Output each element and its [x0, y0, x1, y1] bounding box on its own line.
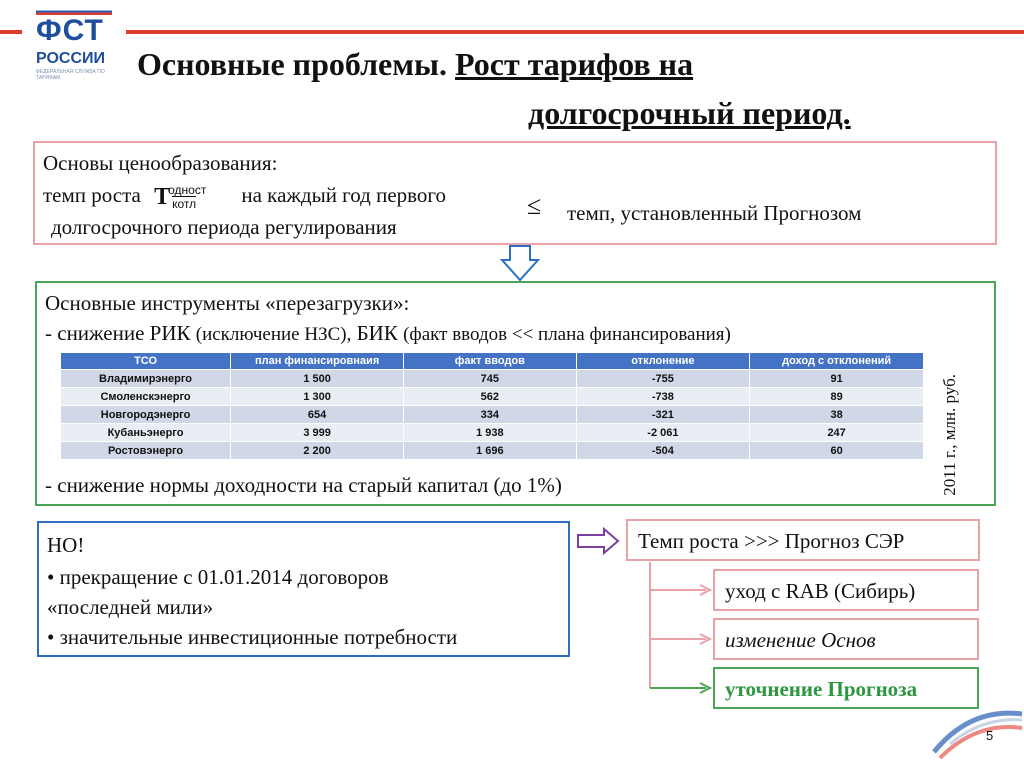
formula-numerator: одност [168, 183, 207, 198]
pricing-line-3: долгосрочного периода регулирования [51, 215, 397, 239]
table-cell: -738 [576, 388, 750, 406]
col-header: отклонение [576, 353, 750, 370]
growth-rate-label: темп роста [43, 183, 141, 207]
decorative-swoosh [930, 700, 1024, 760]
fst-logo [22, 6, 126, 80]
table-cell: 1 500 [231, 370, 404, 388]
outcome-rab-exit [713, 569, 979, 611]
down-arrow-icon [500, 244, 540, 282]
table-cell: -504 [576, 442, 750, 460]
units-label: 2011 г., млн. руб. [940, 374, 959, 496]
table-cell: 1 696 [404, 442, 576, 460]
outcome-connectors [640, 560, 716, 700]
col-header: факт вводов [404, 353, 576, 370]
table-row [61, 442, 924, 460]
col-header: доход с отклонений [750, 353, 924, 370]
but-item-1-line-1: • прекращение с 01.01.2014 договоров [47, 565, 389, 589]
growth-vs-forecast-box [626, 519, 980, 561]
bik-note: (факт вводов << плана финансирования) [403, 324, 731, 345]
outcome-refine-forecast-text: уточнение Прогноза [725, 677, 918, 701]
table-cell: 1 938 [404, 424, 576, 442]
reset-line-rik-bik [45, 321, 731, 346]
formula-symbol: Т [154, 184, 171, 211]
bik-label: БИК [356, 321, 398, 345]
but-item-2: • значительные инвестиционные потребности [47, 625, 458, 649]
table-cell: Кубаньэнерго [61, 424, 231, 442]
table-cell: -321 [576, 406, 750, 424]
tariff-formula [154, 184, 228, 210]
table-cell: 334 [404, 406, 576, 424]
outcome-rab-exit-text: уход с RAB (Сибирь) [725, 579, 916, 603]
slide-title [137, 46, 693, 83]
rik-reduction: - снижение РИК [45, 321, 191, 345]
title-prefix: Основные проблемы. [137, 46, 448, 82]
logo-country: РОССИИ [36, 50, 106, 67]
table-cell: 247 [750, 424, 924, 442]
pricing-principles-box [33, 141, 997, 245]
but-heading: НО! [47, 533, 85, 557]
table-row [61, 388, 924, 406]
table-row [61, 424, 924, 442]
top-rule [0, 30, 1024, 34]
table-cell: 562 [404, 388, 576, 406]
table-cell: Новгородэнерго [61, 406, 231, 424]
table-cell: 2 200 [231, 442, 404, 460]
table-cell: Ростовэнерго [61, 442, 231, 460]
units-label-box [926, 368, 986, 496]
table-row [61, 406, 924, 424]
table-cell: 91 [750, 370, 924, 388]
outcome-change-basics [713, 618, 979, 660]
title-underlined-1: Рост тарифов на [455, 46, 694, 82]
table-cell: -2 061 [576, 424, 750, 442]
pricing-line-2-end: на каждый год первого [241, 183, 447, 207]
growth-vs-forecast-text: Темп роста >>> Прогноз СЭР [638, 529, 905, 553]
table-cell: 60 [750, 442, 924, 460]
table-cell: 654 [231, 406, 404, 424]
but-item-1-line-2: «последней мили» [47, 595, 214, 619]
logo-brand: ФСТ [36, 14, 104, 47]
pricing-line-2 [43, 183, 446, 210]
tso-table [60, 352, 924, 460]
formula-denominator: котл [172, 197, 197, 212]
table-cell: 3 999 [231, 424, 404, 442]
reset-heading: Основные инструменты «перезагрузки»: [45, 291, 410, 315]
table-cell: 745 [404, 370, 576, 388]
table-cell: 1 300 [231, 388, 404, 406]
return-rate-line: - снижение нормы доходности на старый капитал (до 1%) [45, 473, 562, 497]
table-cell: Владимирэнерго [61, 370, 231, 388]
but-box [37, 521, 570, 657]
outcome-change-basics-text: изменение Основ [725, 628, 876, 652]
right-arrow-icon [576, 527, 620, 555]
logo-subtitle: ФЕДЕРАЛЬНАЯ СЛУЖБА ПО ТАРИФАМ [36, 69, 105, 81]
col-header: план финансировнаия [231, 353, 404, 370]
page-number: 5 [986, 728, 994, 743]
table-cell: 89 [750, 388, 924, 406]
less-equal-sign: ≤ [527, 191, 542, 220]
table-header-row [61, 353, 924, 370]
table-cell: -755 [576, 370, 750, 388]
forecast-rate-text: темп, установленный Прогнозом [567, 201, 862, 225]
table-cell: 38 [750, 406, 924, 424]
col-header: ТСО [61, 353, 231, 370]
table-cell: Смоленскэнерго [61, 388, 231, 406]
pricing-heading: Основы ценообразования: [43, 151, 278, 175]
rik-note: (исключение НЗС), [195, 324, 352, 345]
title-underlined-2: долгосрочный период. [528, 95, 851, 131]
table-row [61, 370, 924, 388]
